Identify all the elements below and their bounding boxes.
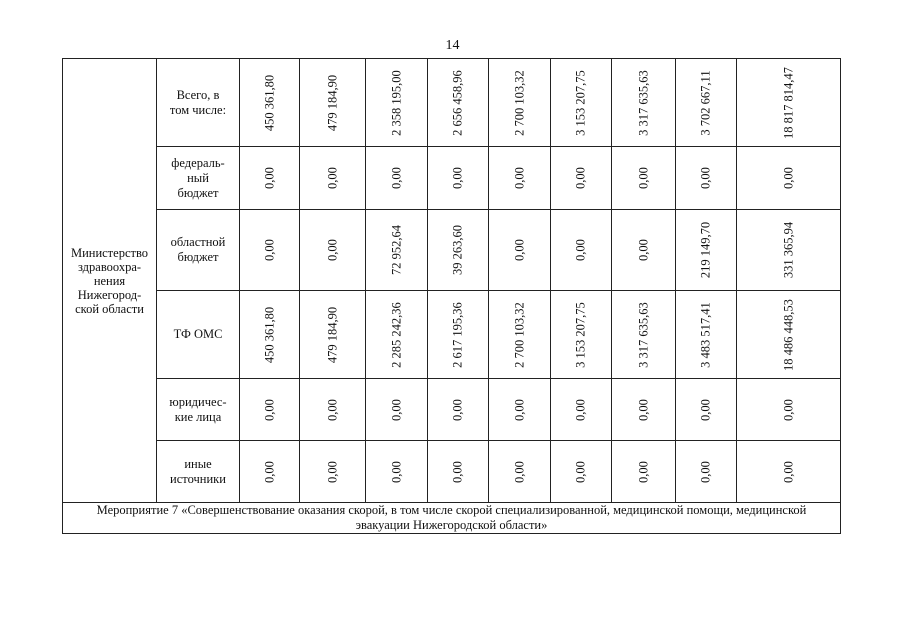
value-cell: 0,00 (428, 441, 489, 503)
value-cell: 0,00 (612, 379, 676, 441)
value-cell: 0,00 (489, 441, 551, 503)
source-label: областной бюджет (157, 210, 240, 291)
value-cell: 3 702 667,11 (676, 59, 737, 147)
value-cell: 0,00 (551, 210, 612, 291)
value-cell: 0,00 (737, 379, 841, 441)
value-cell: 219 149,70 (676, 210, 737, 291)
measure-title: Мероприятие 7 «Совершенствование оказания скорой, в том числе скорой специализированной, медицинской помощи, медицинской эвакуации Нижегородской области» (63, 503, 841, 534)
value-cell: 0,00 (676, 147, 737, 210)
value-cell: 0,00 (551, 441, 612, 503)
value-cell: 0,00 (428, 147, 489, 210)
table-row-legal (63, 379, 841, 441)
value-cell: 3 317 635,63 (612, 291, 676, 379)
value-cell: 18 817 814,47 (737, 59, 841, 147)
table-row-total (63, 59, 841, 147)
value-cell: 0,00 (240, 379, 300, 441)
funding-table (62, 58, 841, 534)
value-cell: 3 317 635,63 (612, 59, 676, 147)
value-cell: 0,00 (676, 441, 737, 503)
value-cell: 0,00 (428, 379, 489, 441)
value-cell: 0,00 (300, 379, 366, 441)
value-cell: 0,00 (366, 147, 428, 210)
value-cell: 0,00 (489, 210, 551, 291)
value-cell: 39 263,60 (428, 210, 489, 291)
value-cell: 0,00 (489, 379, 551, 441)
value-cell: 0,00 (612, 210, 676, 291)
value-cell: 0,00 (366, 379, 428, 441)
organization-cell: Министерство здравоохра- нения Нижегород- ской области (63, 59, 157, 503)
value-cell: 2 358 195,00 (366, 59, 428, 147)
value-cell: 0,00 (551, 379, 612, 441)
value-cell: 479 184,90 (300, 291, 366, 379)
value-cell: 3 153 207,75 (551, 291, 612, 379)
source-label: юридичес- кие лица (157, 379, 240, 441)
source-label: иные источники (157, 441, 240, 503)
value-cell: 18 486 448,53 (737, 291, 841, 379)
value-cell: 3 153 207,75 (551, 59, 612, 147)
value-cell: 0,00 (676, 379, 737, 441)
value-cell: 0,00 (612, 441, 676, 503)
value-cell: 2 700 103,32 (489, 291, 551, 379)
value-cell: 479 184,90 (300, 59, 366, 147)
value-cell: 0,00 (737, 147, 841, 210)
source-label: Всего, в том числе: (157, 59, 240, 147)
table-row-regional (63, 210, 841, 291)
value-cell: 0,00 (300, 210, 366, 291)
value-cell: 2 285 242,36 (366, 291, 428, 379)
value-cell: 0,00 (366, 441, 428, 503)
value-cell: 0,00 (300, 441, 366, 503)
value-cell: 2 656 458,96 (428, 59, 489, 147)
value-cell: 2 617 195,36 (428, 291, 489, 379)
value-cell: 0,00 (300, 147, 366, 210)
value-cell: 72 952,64 (366, 210, 428, 291)
value-cell: 2 700 103,32 (489, 59, 551, 147)
table-row-other (63, 441, 841, 503)
value-cell: 0,00 (489, 147, 551, 210)
table-row-tfoms (63, 291, 841, 379)
page-number: 14 (445, 38, 460, 53)
value-cell: 0,00 (612, 147, 676, 210)
table-row-federal (63, 147, 841, 210)
value-cell: 450 361,80 (240, 291, 300, 379)
value-cell: 450 361,80 (240, 59, 300, 147)
table-row-footer (63, 503, 841, 534)
source-label: федераль- ный бюджет (157, 147, 240, 210)
value-cell: 0,00 (240, 441, 300, 503)
value-cell: 0,00 (240, 210, 300, 291)
value-cell: 0,00 (737, 441, 841, 503)
value-cell: 3 483 517,41 (676, 291, 737, 379)
value-cell: 331 365,94 (737, 210, 841, 291)
source-label: ТФ ОМС (157, 291, 240, 379)
table-body (63, 59, 841, 534)
value-cell: 0,00 (240, 147, 300, 210)
value-cell: 0,00 (551, 147, 612, 210)
